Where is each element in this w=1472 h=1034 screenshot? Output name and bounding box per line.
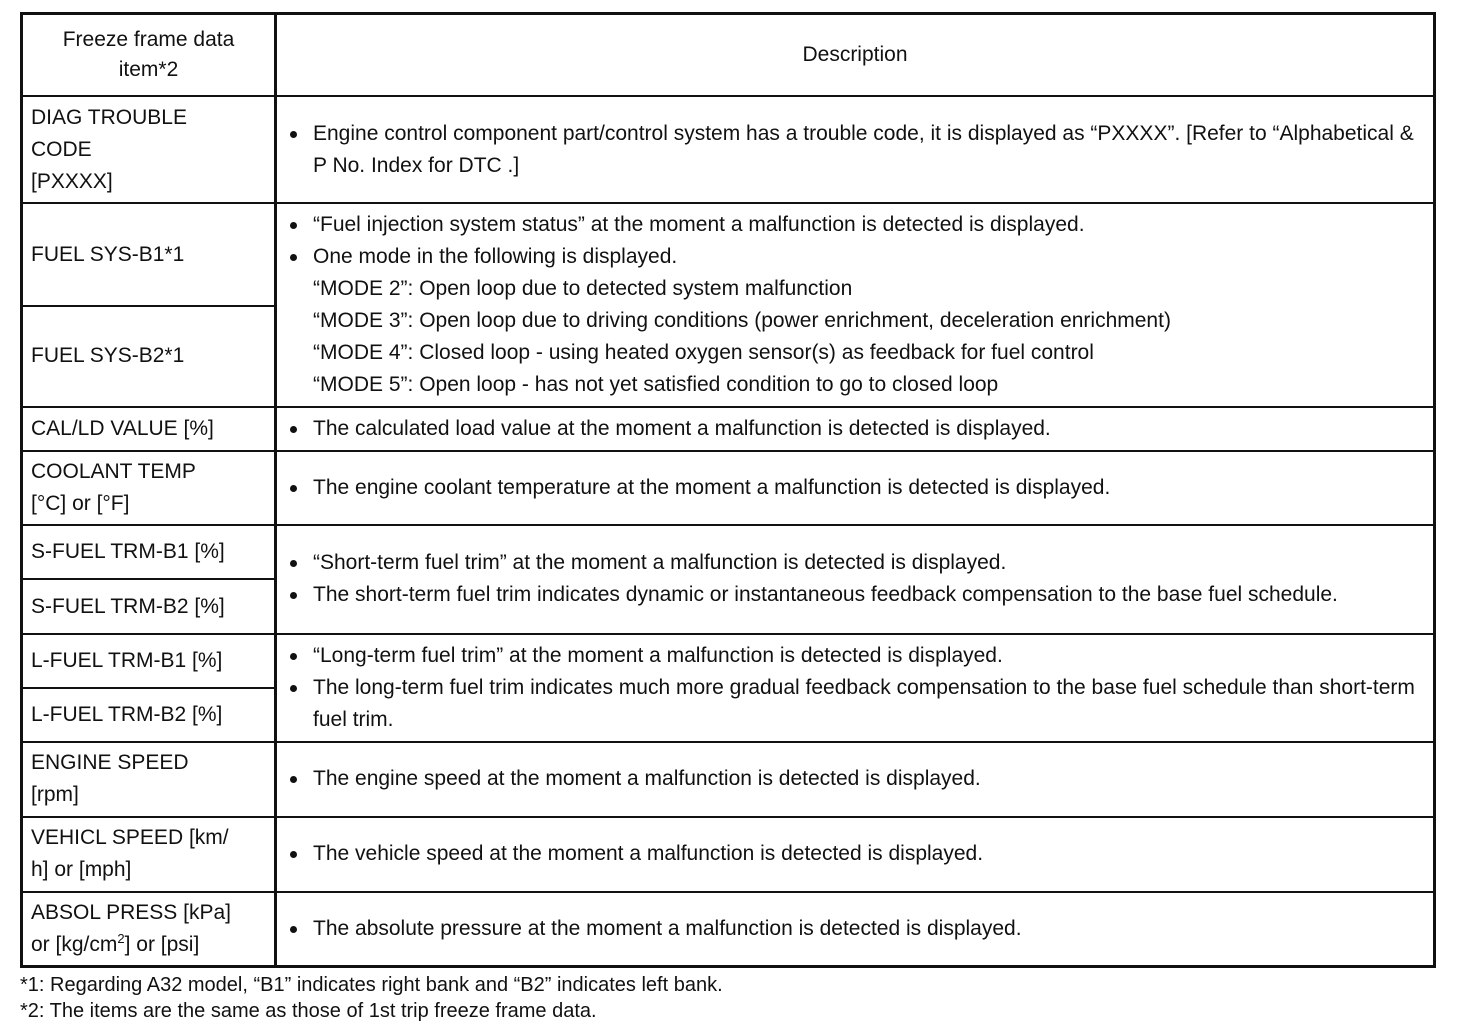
desc-s-fuel-trm <box>276 525 1435 634</box>
unit-superscript: 2 <box>117 931 125 946</box>
item-line: DIAG TROUBLE <box>31 105 187 129</box>
mode-line <box>313 369 1419 401</box>
bullet-text: The engine speed at the moment a malfunction is detected is displayed. <box>287 763 1419 795</box>
mode-text: Open loop - has not yet satisfied condition to go to closed loop <box>419 373 999 396</box>
mode-key: “MODE 3”: <box>313 309 414 332</box>
desc-cal-ld-value <box>276 407 1435 451</box>
item-vehicle-speed <box>22 817 276 892</box>
freeze-frame-data-table <box>20 12 1436 968</box>
table-header-row <box>22 14 1435 96</box>
item-diag-trouble-code <box>22 96 276 204</box>
item-l-fuel-trm-b1: L-FUEL TRM-B1 [%] <box>22 634 276 688</box>
bullet-text: The long-term fuel trim indicates much more gradual feedback compensation to the base fuel schedule than short-term fuel trim. <box>287 672 1419 736</box>
bullet-text: “Fuel injection system status” at the moment a malfunction is detected is displayed. <box>287 209 1419 241</box>
table-row-cal-ld-value <box>22 407 1435 451</box>
bullet-text: “Short-term fuel trim” at the moment a malfunction is detected is displayed. <box>287 547 1419 579</box>
mode-line <box>313 337 1419 369</box>
footnote-1: *1: Regarding A32 model, “B1” indicates right bank and “B2” indicates left bank. <box>20 974 723 996</box>
mode-text: Open loop due to driving conditions (power enrichment, deceleration enrichment) <box>419 309 1171 332</box>
mode-key: “MODE 2”: <box>313 277 414 300</box>
desc-coolant-temp <box>276 451 1435 525</box>
item-line: ABSOL PRESS [kPa] <box>31 901 231 924</box>
bullet-text: One mode in the following is displayed. <box>287 241 1419 273</box>
bullet-text: Engine control component part/control system has a trouble code, it is displayed as “PXXXX”. [Refer to “Alphabetical & P No. Index for DTC .] <box>287 118 1419 182</box>
desc-diag-trouble-code <box>276 96 1435 204</box>
mode-key: “MODE 5”: <box>313 373 414 396</box>
item-line: [rpm] <box>31 783 79 807</box>
desc-fuel-sys <box>276 203 1435 406</box>
item-line: VEHICL SPEED [km/ <box>31 826 229 850</box>
mode-text: Closed loop - using heated oxygen sensor(s) as feedback for fuel control <box>419 341 1094 364</box>
desc-engine-speed <box>276 742 1435 816</box>
mode-key: “MODE 4”: <box>313 341 414 364</box>
item-engine-speed <box>22 742 276 816</box>
desc-absol-press <box>276 892 1435 966</box>
item-line: ENGINE SPEED <box>31 751 189 775</box>
table-row-fuel-sys-b1 <box>22 203 1435 306</box>
bullet-text: The absolute pressure at the moment a malfunction is detected is displayed. <box>287 913 1419 945</box>
desc-vehicle-speed <box>276 817 1435 892</box>
mode-list <box>287 273 1419 401</box>
item-absol-press <box>22 892 276 966</box>
mode-text: Open loop due to detected system malfunction <box>419 277 853 300</box>
table-row-diag-trouble-code <box>22 96 1435 204</box>
table-row-absol-press <box>22 892 1435 966</box>
item-cal-ld-value: CAL/LD VALUE [%] <box>22 407 276 451</box>
item-line: h] or [mph] <box>31 858 132 882</box>
item-line <box>31 929 266 961</box>
header-item-label: Freeze frame data item*2 <box>62 27 235 81</box>
bullet-text: The engine coolant temperature at the moment a malfunction is detected is displayed. <box>287 472 1419 504</box>
desc-l-fuel-trm <box>276 634 1435 743</box>
table-row-l-fuel-trm-b1 <box>22 634 1435 688</box>
item-line: [°C] or [°F] <box>31 491 130 515</box>
table-row-coolant-temp <box>22 451 1435 525</box>
mode-line <box>313 305 1419 337</box>
item-coolant-temp <box>22 451 276 525</box>
item-fuel-sys-b1: FUEL SYS-B1*1 <box>22 203 276 306</box>
header-description: Description <box>276 14 1435 96</box>
unit-text: ] or [psi] <box>124 933 200 956</box>
bullet-text: The short-term fuel trim indicates dynamic or instantaneous feedback compensation to the base fuel schedule. <box>287 579 1419 611</box>
header-item <box>22 14 276 96</box>
item-line: COOLANT TEMP <box>31 459 196 483</box>
item-line: CODE <box>31 137 92 161</box>
table-row-engine-speed <box>22 742 1435 816</box>
bullet-text: The vehicle speed at the moment a malfunction is detected is displayed. <box>287 838 1419 870</box>
item-line: [PXXXX] <box>31 169 113 193</box>
bullet-text: “Long-term fuel trim” at the moment a malfunction is detected is displayed. <box>287 640 1419 672</box>
mode-line <box>313 273 1419 305</box>
item-l-fuel-trm-b2: L-FUEL TRM-B2 [%] <box>22 688 276 742</box>
bullet-text: The calculated load value at the moment a malfunction is detected is displayed. <box>287 413 1419 445</box>
unit-text: or [kg/cm <box>31 933 118 956</box>
item-fuel-sys-b2: FUEL SYS-B2*1 <box>22 306 276 407</box>
footnote-2: *2: The items are the same as those of 1st trip freeze frame data. <box>20 1000 597 1022</box>
table-row-s-fuel-trm-b1 <box>22 525 1435 579</box>
table-row-vehicle-speed <box>22 817 1435 892</box>
item-s-fuel-trm-b2: S-FUEL TRM-B2 [%] <box>22 579 276 633</box>
item-s-fuel-trm-b1: S-FUEL TRM-B1 [%] <box>22 525 276 579</box>
